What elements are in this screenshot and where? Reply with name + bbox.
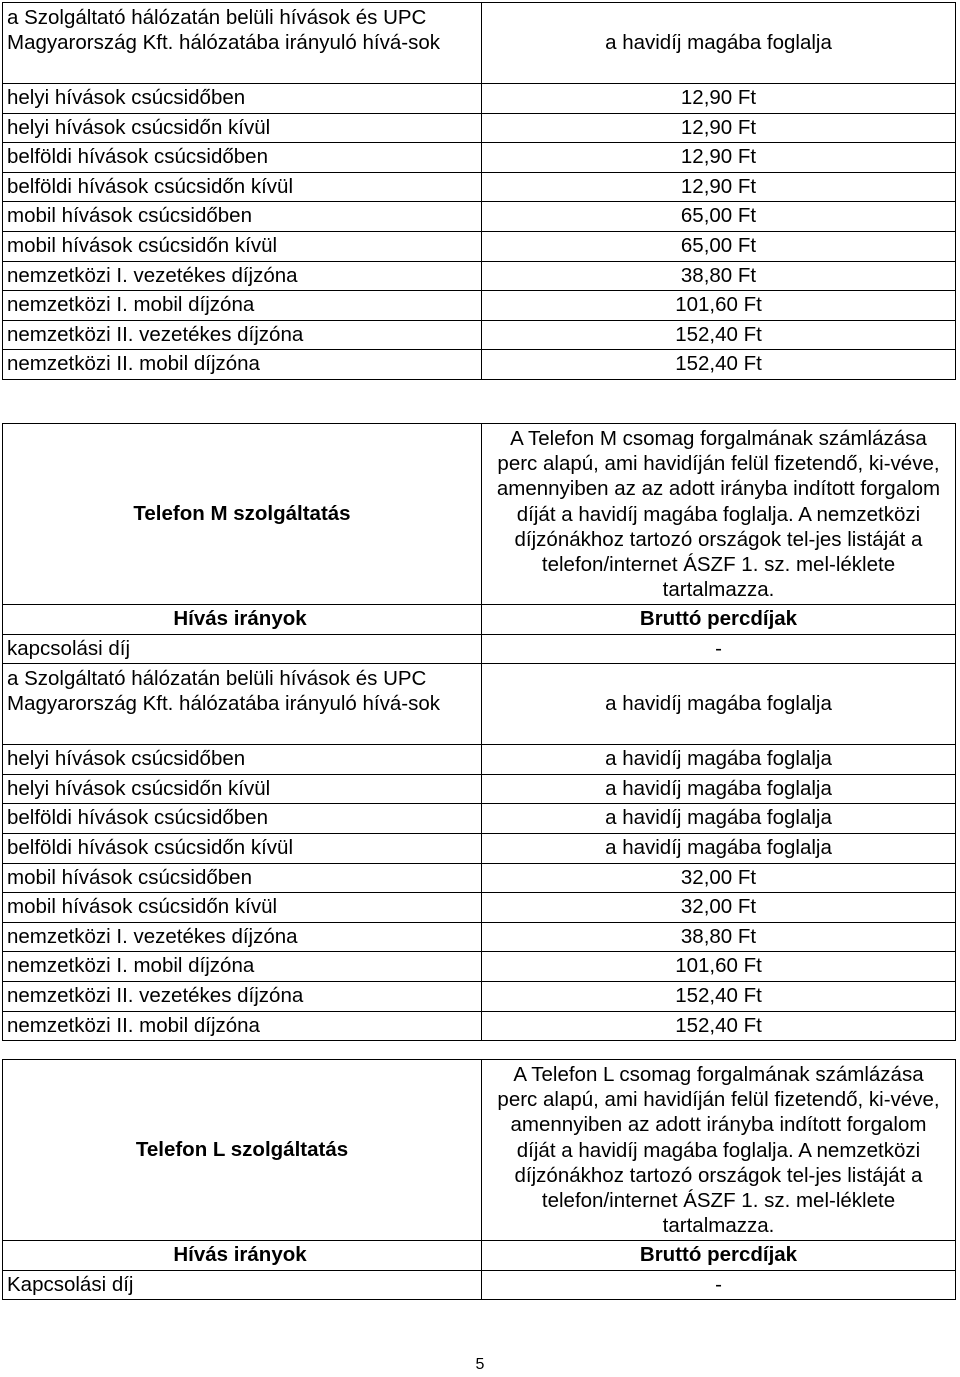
price-value: 32,00 Ft — [680, 895, 757, 919]
price-value: 12,90 Ft — [680, 115, 757, 139]
price-cell — [482, 922, 956, 952]
direction-label: mobil hívások csúcsidőben — [7, 865, 252, 889]
direction-label: helyi hívások csúcsidőn kívül — [7, 115, 271, 139]
service-name-cell — [3, 1060, 482, 1241]
direction-cell — [3, 863, 482, 893]
direction-cell — [3, 804, 482, 834]
price-cell — [482, 143, 956, 173]
direction-cell — [3, 261, 482, 291]
direction-label: helyi hívások csúcsidőben — [7, 86, 246, 109]
direction-cell — [3, 634, 482, 664]
direction-cell — [3, 745, 482, 775]
price-value: 152,40 Ft — [675, 322, 762, 346]
price-value: 12,90 Ft — [680, 145, 757, 169]
price-value: 101,60 Ft — [675, 293, 762, 317]
direction-cell — [3, 981, 482, 1011]
direction-label: nemzetközi II. mobil díjzóna — [7, 1013, 260, 1037]
direction-header-text: Hívás irányok — [173, 607, 307, 630]
page-number: 5 — [475, 1356, 485, 1373]
description-text: A Telefon M csomag forgalmának számlázása perc alapú, ami havidíján felül fizetendő, ki-véve, amennyiben az az adott irányba indított forgalom díját a havidíj magába foglalja. A nemzetközi díjzónákhoz tartozó országok tel-jes listáját a telefon/internet ÁSZF 1. sz. mel-léklete tartalmazza. — [496, 427, 941, 602]
direction-header — [3, 1241, 482, 1271]
price-cell — [482, 634, 956, 664]
price-value: a havidíj magába foglalja — [605, 835, 832, 859]
price-value: a havidíj magába foglalja — [605, 691, 832, 715]
price-cell — [482, 320, 956, 350]
price-cell — [482, 261, 956, 291]
direction-cell — [3, 833, 482, 863]
direction-label: nemzetközi I. mobil díjzóna — [7, 293, 255, 317]
price-cell — [482, 893, 956, 923]
direction-cell — [3, 774, 482, 804]
price-value: a havidíj magába foglalja — [605, 806, 832, 830]
price-cell — [482, 350, 956, 380]
direction-label: belföldi hívások csúcsidőn kívül — [7, 835, 294, 859]
description-text: A Telefon L csomag forgalmának számlázása perc alapú, ami havidíján felül fizetendő, ki-véve, amennyiben az adott irányba indított forgalom díját a havidíj magába foglalja. A nemzetközi díjzónákhoz tartozó országok tel-jes listáját a telefon/internet ÁSZF 1. sz. mel-léklete tartalmazza. — [497, 1063, 940, 1238]
direction-label: helyi hívások csúcsidőben — [7, 747, 246, 771]
direction-cell — [3, 922, 482, 952]
direction-cell — [3, 1270, 482, 1300]
price-value: - — [715, 636, 722, 660]
price-value: 32,00 Ft — [680, 865, 757, 889]
price-value: a havidíj magába foglalja — [605, 747, 832, 771]
price-value: 152,40 Ft — [675, 983, 762, 1007]
service-name-cell — [3, 424, 482, 605]
direction-label: belföldi hívások csúcsidőben — [7, 806, 268, 830]
direction-label: nemzetközi II. mobil díjzóna — [7, 352, 260, 376]
direction-label: mobil hívások csúcsidőben — [7, 204, 252, 228]
price-cell — [482, 84, 956, 114]
price-table-previous — [2, 2, 956, 380]
direction-label: mobil hívások csúcsidőn kívül — [7, 895, 278, 919]
direction-cell — [3, 893, 482, 923]
service-name: Telefon L szolgáltatás — [135, 1137, 349, 1161]
price-header-text: Bruttó percdíjak — [639, 1243, 798, 1266]
direction-label: a Szolgáltató hálózatán belüli hívások és UPC Magyarország Kft. hálózatába irányuló hívá-sok — [7, 6, 441, 54]
price-header-text: Bruttó percdíjak — [639, 607, 798, 630]
direction-header — [3, 605, 482, 635]
direction-cell — [3, 84, 482, 114]
direction-cell — [3, 320, 482, 350]
direction-cell — [3, 202, 482, 232]
price-cell — [482, 1011, 956, 1041]
price-cell — [482, 745, 956, 775]
price-cell — [482, 774, 956, 804]
service-description — [482, 424, 956, 605]
price-cell — [482, 664, 956, 745]
price-value: 38,80 Ft — [680, 924, 757, 948]
price-header — [482, 1241, 956, 1271]
direction-cell — [3, 291, 482, 321]
direction-label: nemzetközi I. vezetékes díjzóna — [7, 263, 298, 287]
price-table-telefon-l — [2, 1059, 956, 1300]
price-value: 38,80 Ft — [680, 263, 757, 287]
price-cell — [482, 231, 956, 261]
price-value: a havidíj magába foglalja — [605, 30, 832, 54]
price-value: - — [715, 1272, 722, 1296]
direction-header-text: Hívás irányok — [173, 1243, 307, 1266]
direction-label: nemzetközi II. vezetékes díjzóna — [7, 983, 304, 1007]
price-value: 152,40 Ft — [675, 1013, 762, 1037]
price-cell — [482, 202, 956, 232]
price-cell — [482, 113, 956, 143]
direction-cell — [3, 3, 482, 84]
price-cell — [482, 833, 956, 863]
price-cell — [482, 1270, 956, 1300]
direction-label: helyi hívások csúcsidőn kívül — [7, 776, 271, 800]
price-value: 12,90 Ft — [680, 86, 757, 109]
direction-cell — [3, 350, 482, 380]
price-cell — [482, 804, 956, 834]
price-cell — [482, 981, 956, 1011]
direction-cell — [3, 664, 482, 745]
price-cell — [482, 952, 956, 982]
price-value: 65,00 Ft — [680, 204, 757, 228]
price-cell — [482, 863, 956, 893]
direction-label: belföldi hívások csúcsidőn kívül — [7, 174, 294, 198]
direction-label: mobil hívások csúcsidőn kívül — [7, 233, 278, 257]
price-cell — [482, 172, 956, 202]
direction-cell — [3, 113, 482, 143]
direction-label: nemzetközi I. vezetékes díjzóna — [7, 924, 298, 948]
direction-cell — [3, 172, 482, 202]
direction-label: kapcsolási díj — [7, 636, 131, 660]
price-value: 12,90 Ft — [680, 174, 757, 198]
price-value: 152,40 Ft — [675, 352, 762, 376]
direction-label: nemzetközi I. mobil díjzóna — [7, 954, 255, 978]
direction-cell — [3, 952, 482, 982]
direction-cell — [3, 231, 482, 261]
direction-label: a Szolgáltató hálózatán belüli hívások és UPC Magyarország Kft. hálózatába irányuló hívá-sok — [7, 667, 441, 716]
direction-cell — [3, 1011, 482, 1041]
direction-cell — [3, 143, 482, 173]
price-value: 65,00 Ft — [680, 233, 757, 257]
direction-label: nemzetközi II. vezetékes díjzóna — [7, 322, 304, 346]
service-description — [482, 1060, 956, 1241]
price-cell — [482, 291, 956, 321]
price-table-telefon-m — [2, 423, 956, 1041]
price-header — [482, 605, 956, 635]
price-cell — [482, 3, 956, 84]
service-name: Telefon M szolgáltatás — [133, 501, 351, 525]
price-value: 101,60 Ft — [675, 954, 762, 978]
price-value: a havidíj magába foglalja — [605, 776, 832, 800]
direction-label: belföldi hívások csúcsidőben — [7, 145, 268, 169]
direction-label: Kapcsolási díj — [7, 1272, 134, 1296]
